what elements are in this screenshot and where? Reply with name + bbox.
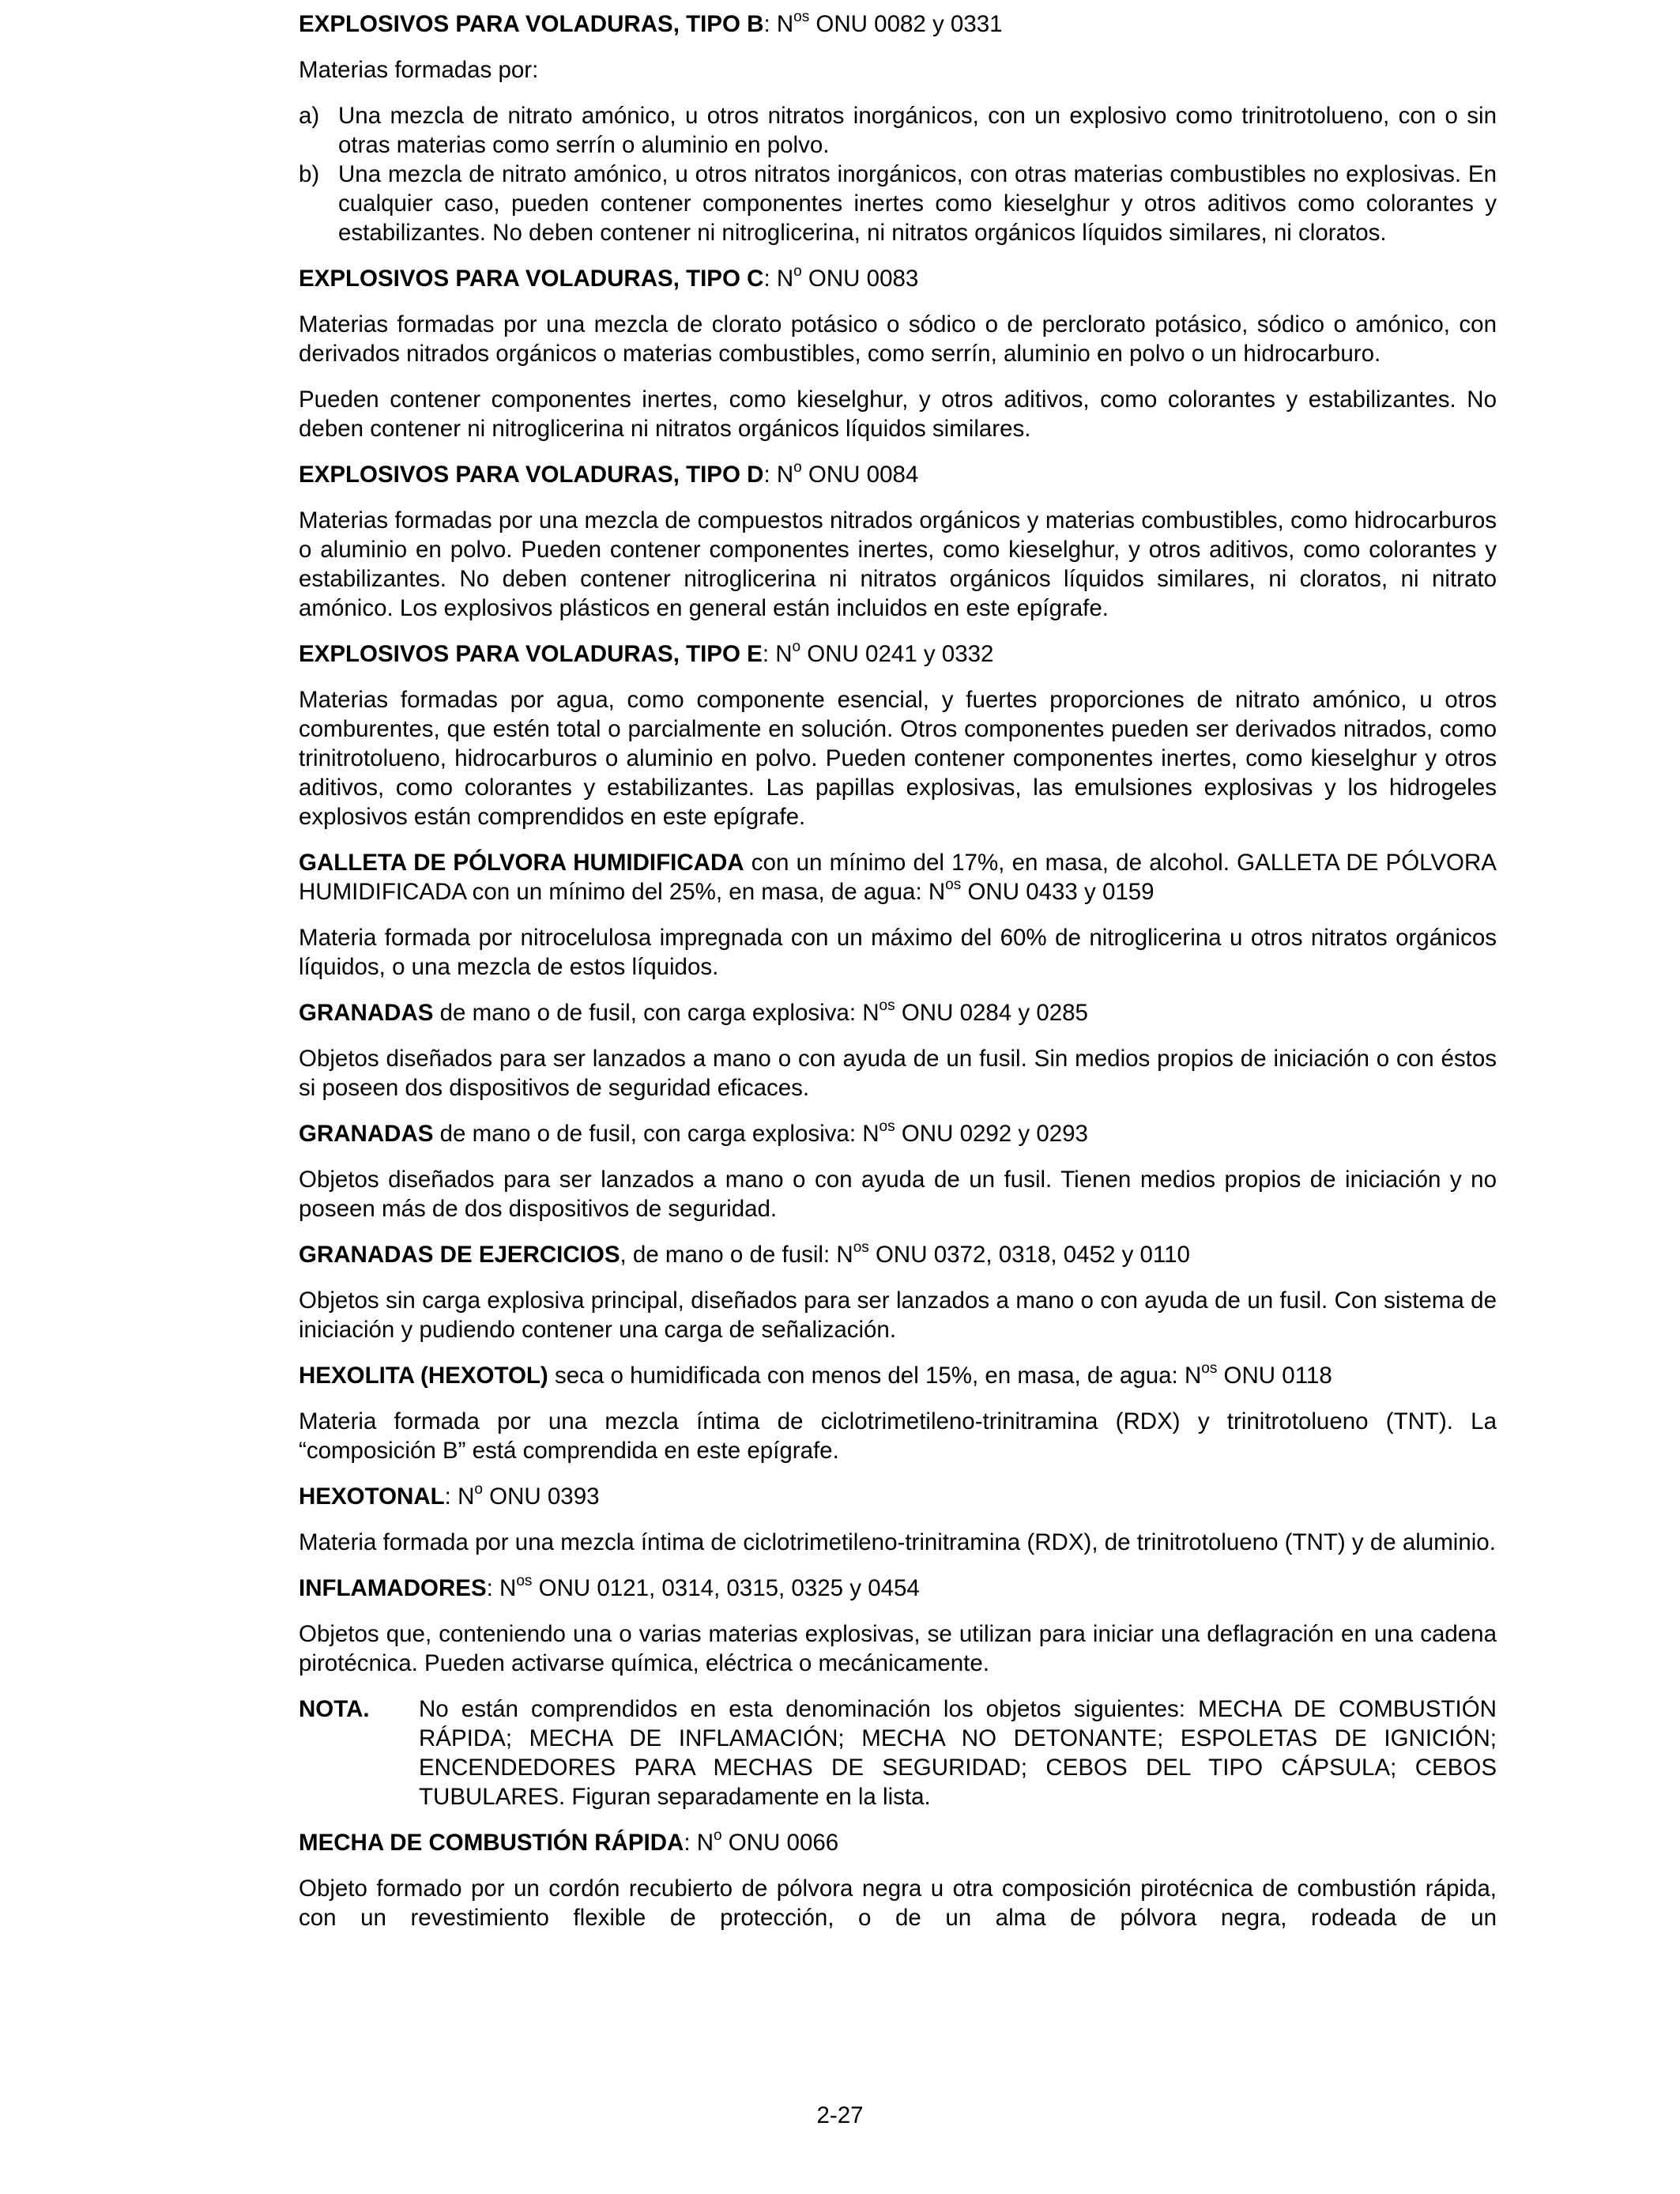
entry-heading-granadas-1: GRANADAS de mano o de fusil, con carga explosiva: $N^{os}$ ONU 0284 y 0285: [299, 997, 1088, 1026]
list-item-a: [299, 101, 1497, 160]
entry-heading-tipo-b: EXPLOSIVOS PARA VOLADURAS, TIPO B: $N^{os}$ ONU 0082 y 0331: [299, 9, 1003, 37]
entry-paragraph: Materias formadas por agua, como componente esencial, y fuertes proporciones de nitrato amónico, u otros comburentes, que estén total o parcialmente en solución. Otros componentes pueden ser derivados nitrados, como trinitrotolueno, hidrocarburos o aluminio en polvo. Pueden contener componentes inertes, como kieselghur y otros aditivos, como colorantes y estabilizantes. Las papillas explosivas, las emulsiones explosivas y los hidrogeles explosivos están comprendidos en este epígrafe.: [299, 687, 1497, 830]
entry-paragraph: Materias formadas por una mezcla de compuestos nitrados orgánicos y materias combustibles, como hidrocarburos o aluminio en polvo. Pueden contener componentes inertes, como kieselghur, y otros aditivos, como colorantes y estabilizantes. No deben contener nitroglicerina ni nitratos orgánicos líquidos similares, ni cloratos, ni nitrato amónico. Los explosivos plásticos en general están incluidos en este epígrafe.: [299, 507, 1497, 621]
entry-heading-granadas-ejercicios: GRANADAS DE EJERCICIOS, de mano o de fusil: $N^{os}$ ONU 0372, 0318, 0452 y 0110: [299, 1239, 1190, 1268]
entry-paragraph: Materias formadas por una mezcla de clorato potásico o sódico o de perclorato potásico, sódico o amónico, con derivados nitrados orgánicos o materias combustibles, como serrín, aluminio en polvo o un hidrocarburo.: [299, 311, 1497, 367]
entry-heading-tipo-c: EXPLOSIVOS PARA VOLADURAS, TIPO C: $N^o$ ONU 0083: [299, 263, 919, 292]
heading-term: INFLAMADORES: [299, 1575, 487, 1601]
list-item-text: Una mezcla de nitrato amónico, u otros nitratos inorgánicos, con otras materias combustibles no explosivas. En cualquier caso, pueden contener componentes inertes como kieselghur y otros aditivos como colorantes y estabilizantes. No deben contener ni nitroglicerina, ni nitratos orgánicos líquidos similares, ni cloratos.: [338, 161, 1497, 246]
list-item-text: Una mezcla de nitrato amónico, u otros nitratos inorgánicos, con un explosivo como trinitrotolueno, con o sin otras materias como serrín o aluminio en polvo.: [338, 103, 1497, 158]
intro-paragraph: Materias formadas por:: [299, 57, 539, 83]
entry-heading-tipo-e: EXPLOSIVOS PARA VOLADURAS, TIPO E: $N^o$ ONU 0241 y 0332: [299, 639, 994, 667]
document-page: [299, 9, 1497, 1949]
heading-term: GRANADAS: [299, 1121, 434, 1147]
entry-heading-hexotonal: HEXOTONAL: $N^o$ ONU 0393: [299, 1481, 600, 1510]
nota-block: [299, 1695, 1497, 1811]
definition-list: [299, 101, 1497, 247]
entry-paragraph: Materia formada por una mezcla íntima de ciclotrimetileno-trinitramina (RDX), de trinitrotolueno (TNT) y de aluminio.: [299, 1529, 1496, 1555]
list-item-b: [299, 160, 1497, 247]
list-letter: a): [299, 103, 320, 129]
entry-heading-inflamadores: INFLAMADORES: $N^{os}$ ONU 0121, 0314, 0315, 0325 y 0454: [299, 1573, 920, 1601]
entry-paragraph: Objetos diseñados para ser lanzados a mano o con ayuda de un fusil. Sin medios propios de iniciación o con éstos si poseen dos dispositivos de seguridad eficaces.: [299, 1046, 1497, 1101]
entry-paragraph: Objetos que, conteniendo una o varias materias explosivas, se utilizan para iniciar una deflagración en una cadena pirotécnica. Pueden activarse química, eléctrica o mecánicamente.: [299, 1621, 1497, 1676]
heading-term: GRANADAS DE EJERCICIOS: [299, 1242, 620, 1268]
heading-term: EXPLOSIVOS PARA VOLADURAS, TIPO C: [299, 266, 764, 292]
nota-label: NOTA.: [299, 1696, 370, 1722]
entry-heading-galleta: GALLETA DE PÓLVORA HUMIDIFICADA con un mínimo del 17%, en masa, de alcohol. GALLETA DE PÓLVORA HUMIDIFICADA con un mínimo del 25%, en masa, de agua: $N^{os}$ ONU 0433 y 0159: [299, 850, 1497, 905]
page-number: 2-27: [816, 2102, 864, 2128]
heading-term: EXPLOSIVOS PARA VOLADURAS, TIPO B: [299, 11, 764, 37]
entry-heading-granadas-2: GRANADAS de mano o de fusil, con carga explosiva: $N^{os}$ ONU 0292 y 0293: [299, 1118, 1088, 1147]
heading-term: EXPLOSIVOS PARA VOLADURAS, TIPO D: [299, 462, 764, 488]
entry-paragraph: Objeto formado por un cordón recubierto de pólvora negra u otra composición pirotécnica de combustión rápida, con un revestimiento flexible de protección, o de un alma de pólvora negra, rodeada de un: [299, 1875, 1497, 1931]
entry-paragraph: Objetos diseñados para ser lanzados a mano o con ayuda de un fusil. Tienen medios propios de iniciación y no poseen más de dos dispositivos de seguridad.: [299, 1167, 1497, 1222]
entry-paragraph: Materia formada por una mezcla íntima de ciclotrimetileno-trinitramina (RDX) y trinitrotolueno (TNT). La “composición B” está comprendida en este epígrafe.: [299, 1408, 1497, 1464]
entry-paragraph: Materia formada por nitrocelulosa impregnada con un máximo del 60% de nitroglicerina u otros nitratos orgánicos líquidos, o una mezcla de estos líquidos.: [299, 925, 1497, 980]
heading-term: HEXOLITA (HEXOTOL): [299, 1363, 548, 1389]
list-letter: b): [299, 161, 320, 187]
heading-term: MECHA DE COMBUSTIÓN RÁPIDA: [299, 1830, 684, 1856]
nota-text: No están comprendidos en esta denominación los objetos siguientes: MECHA DE COMBUSTIÓN RÁPIDA; MECHA DE INFLAMACIÓN; MECHA NO DETONANTE; ESPOLETAS DE IGNICIÓN; ENCENDEDORES PARA MECHAS DE SEGURIDAD; CEBOS DEL TIPO CÁPSULA; CEBOS TUBULARES. Figuran separadamente en la lista.: [419, 1696, 1497, 1810]
heading-term: EXPLOSIVOS PARA VOLADURAS, TIPO E: [299, 641, 763, 667]
entry-paragraph: Pueden contener componentes inertes, como kieselghur, y otros aditivos, como colorantes y estabilizantes. No deben contener ni nitroglicerina ni nitratos orgánicos líquidos similares.: [299, 386, 1497, 442]
entry-heading-tipo-d: EXPLOSIVOS PARA VOLADURAS, TIPO D: $N^o$ ONU 0084: [299, 459, 919, 488]
heading-term: HEXOTONAL: [299, 1483, 445, 1510]
heading-term: GALLETA DE PÓLVORA HUMIDIFICADA: [299, 850, 744, 876]
entry-heading-hexolita: HEXOLITA (HEXOTOL) seca o humidificada con menos del 15%, en masa, de agua: $N^{os}$ ONU 0118: [299, 1360, 1332, 1389]
heading-term: GRANADAS: [299, 1000, 434, 1026]
entry-paragraph: Objetos sin carga explosiva principal, diseñados para ser lanzados a mano o con ayuda de un fusil. Con sistema de iniciación y pudiendo contener una carga de señalización.: [299, 1287, 1497, 1343]
entry-heading-mecha-combustion-rapida: MECHA DE COMBUSTIÓN RÁPIDA: $N^o$ ONU 0066: [299, 1827, 839, 1856]
